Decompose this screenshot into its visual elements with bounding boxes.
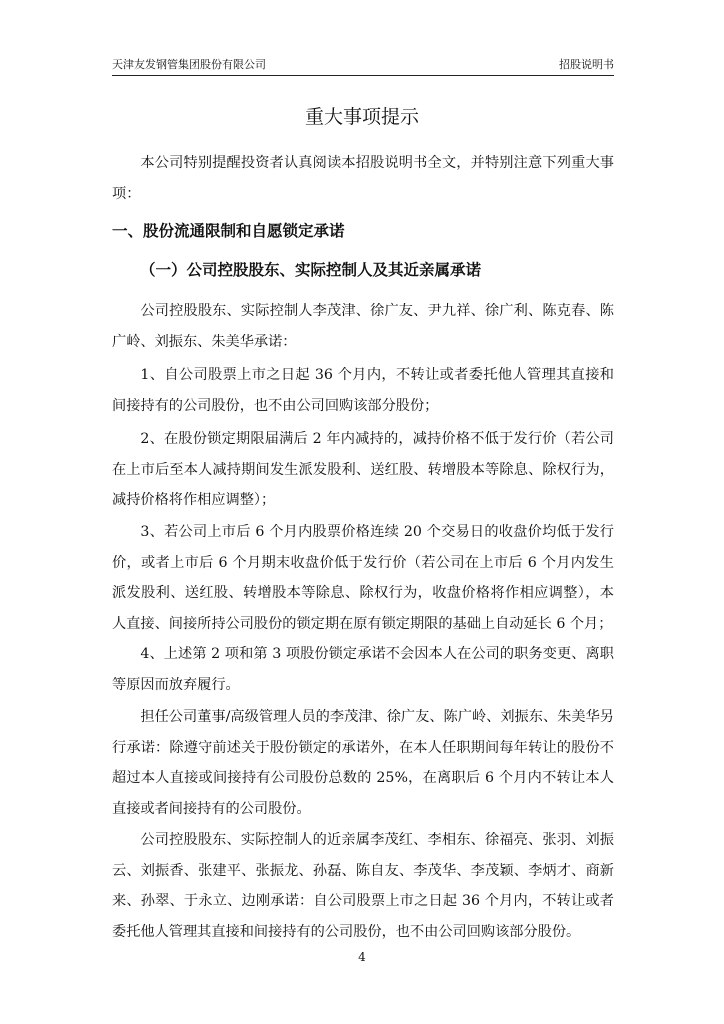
header-company-name: 天津友发钢管集团股份有限公司 xyxy=(112,58,266,71)
director-commitment-paragraph: 担任公司董事/高级管理人员的李茂津、徐广友、陈广岭、刘振东、朱美华另行承诺：除遵守前述关于股份锁定的承诺外，在本人任职期间每年转让的股份不超过本人直接或间接持有公司股份总数的 25%，在离职后 6 个月内不转让本人直接或者间接持有的公司股份。 xyxy=(112,709,614,817)
subsection-heading: （一）公司控股股东、实际控制人及其近亲属承诺 xyxy=(140,261,482,279)
header-document-type: 招股说明书 xyxy=(559,58,614,71)
commitment-item-2: 2、在股份锁定期限届满后 2 年内减持的，减持价格不低于发行价（若公司在上市后至本人减持期间发生派发股利、送红股、转增股本等除息、除权行为，减持价格将作相应调整）； xyxy=(112,431,614,508)
commitment-item-4: 4、上述第 2 项和第 3 项股份锁定承诺不会因本人在公司的职务变更、离职等原因而放弃履行。 xyxy=(112,646,614,693)
page-title: 重大事项提示 xyxy=(304,106,419,128)
page-number: 4 xyxy=(358,950,366,964)
section-heading: 一、股份流通限制和自愿锁定承诺 xyxy=(112,222,345,240)
intro-paragraph: 本公司特别提醒投资者认真阅读本招股说明书全文，并特别注意下列重大事项： xyxy=(112,155,614,202)
commitment-intro-paragraph: 公司控股股东、实际控制人李茂津、徐广友、尹九祥、徐广利、陈克春、陈广岭、刘振东、朱美华承诺： xyxy=(112,303,614,350)
commitment-item-1: 1、自公司股票上市之日起 36 个月内，不转让或者委托他人管理其直接和间接持有的公司股份，也不由公司回购该部分股份； xyxy=(112,367,614,414)
relatives-commitment-paragraph: 公司控股股东、实际控制人的近亲属李茂红、李相东、徐福亮、张羽、刘振云、刘振香、张建平、张振龙、孙磊、陈自友、李茂华、李茂颖、李炳才、商新来、孙翠、于永立、边刚承诺：自公司股票上市之日起 36 个月内，不转让或者委托他人管理其直接和间接持有的公司股份，也不由公司回购该部分股份。 xyxy=(112,832,614,940)
commitment-item-3: 3、若公司上市后 6 个月内股票价格连续 20 个交易日的收盘价均低于发行价，或者上市后 6 个月期末收盘价低于发行价（若公司在上市后 6 个月内发生派发股利、送红股、转增股本等除息、除权行为，收盘价格将作相应调整），本人直接、间接所持公司股份的锁定期在原有锁定期限的基础上自动延长 6 个月； xyxy=(112,524,614,632)
page-header xyxy=(112,57,614,76)
